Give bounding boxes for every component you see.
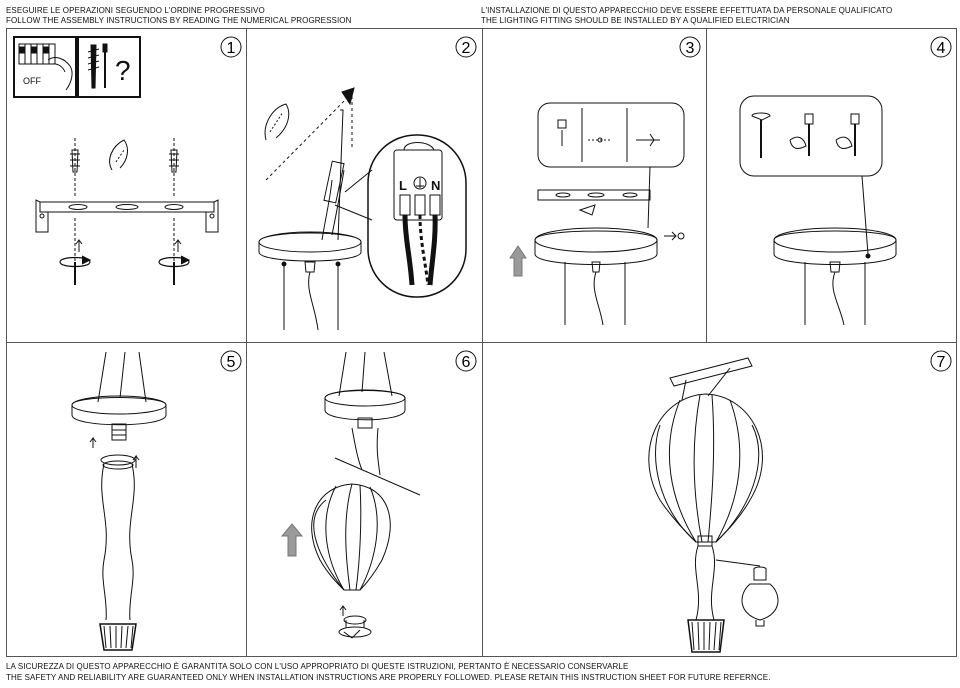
question-mark: ?	[115, 55, 131, 86]
light-bulb-icon	[716, 560, 778, 626]
power-off-icon	[14, 37, 76, 97]
svg-text:4: 4	[936, 40, 946, 57]
screw-right-icon	[159, 218, 189, 285]
step-badge-1	[221, 37, 241, 57]
svg-text:5: 5	[226, 354, 236, 371]
neutral-terminal-label: N	[431, 178, 441, 193]
cable-rope-right	[130, 464, 135, 620]
step-2-illustration	[259, 88, 466, 330]
panel-grid	[6, 28, 957, 657]
step-badge-2	[456, 37, 476, 57]
terminal-block-zoom	[335, 135, 466, 297]
off-label: OFF	[23, 76, 41, 86]
instruction-header-it: ESEGUIRE LE OPERAZIONI SEGUENDO L'ORDINE PROGRESSIVO	[6, 6, 265, 15]
screw-left-icon	[60, 218, 90, 285]
svg-text:6: 6	[461, 354, 471, 371]
wall-plug-right-icon	[169, 138, 179, 196]
live-terminal-label: L	[399, 178, 407, 193]
step-badge-3	[680, 37, 700, 57]
step-4-illustration	[740, 96, 896, 325]
wall-plug-left-icon	[70, 138, 80, 196]
safety-footer-en: THE SAFETY AND RELIABILITY ARE GUARANTEED ONLY WHEN INSTALLATION INSTRUCTIONS ARE PROPERLY FOLLOWED. PLEASE RETAIN THIS INSTRUCTION SHEET FOR FUTURE REFERNCE.	[6, 673, 771, 682]
up-arrow-icon-6	[282, 524, 302, 556]
safety-header-it: L'INSTALLAZIONE DI QUESTO APPARECCHIO DEVE ESSERE EFFETTUATA DA PERSONALE QUALIFICATO	[481, 6, 893, 15]
bracket-mounted	[538, 190, 650, 200]
step-3-illustration	[510, 103, 684, 325]
tools-question-icon	[78, 37, 140, 97]
step-badge-5	[221, 351, 241, 371]
screw-arrow-icon	[664, 232, 676, 240]
up-arrow-icon	[510, 246, 526, 276]
step-6-illustration	[282, 352, 420, 638]
step-badge-6	[456, 351, 476, 371]
ceiling-canopy-3	[535, 228, 657, 325]
step-1-illustration	[14, 37, 218, 285]
ceiling-canopy-6	[325, 390, 405, 420]
step-5-illustration	[72, 352, 166, 650]
instruction-header-en: FOLLOW THE ASSEMBLY INSTRUCTIONS BY READING THE NUMERICAL PROGRESSION	[6, 16, 352, 25]
step-badge-7	[931, 351, 951, 371]
svg-text:7: 7	[936, 354, 946, 371]
mounting-bracket	[36, 200, 218, 232]
cable-rope-left	[102, 464, 107, 620]
svg-text:3: 3	[685, 40, 695, 57]
safety-header-en: THE LIGHTING FITTING SHOULD BE INSTALLED BY A QUALIFIED ELECTRICIAN	[481, 16, 790, 25]
zoom-callout-4	[740, 96, 882, 254]
ceiling-canopy	[259, 232, 361, 330]
safety-footer-it: LA SICUREZZA DI QUESTO APPARECCHIO È GARANTITA SOLO CON L'USO APPROPRIATO DI QUESTE ISTRUZIONI, PERTANTO È NECESSARIO CONSERVARLE	[6, 662, 629, 671]
ceiling-canopy-4	[774, 228, 896, 325]
svg-text:2: 2	[461, 40, 471, 57]
drill-tip-icon	[110, 140, 128, 170]
step-badge-4	[931, 37, 951, 57]
canopy-side	[670, 358, 752, 386]
svg-text:1: 1	[226, 40, 236, 57]
step-7-illustration	[649, 358, 778, 652]
balloon-shade	[312, 484, 391, 590]
ceiling-canopy-5	[72, 396, 166, 425]
balloon-shade-large	[649, 394, 763, 546]
zoom-callout-3	[538, 103, 684, 228]
